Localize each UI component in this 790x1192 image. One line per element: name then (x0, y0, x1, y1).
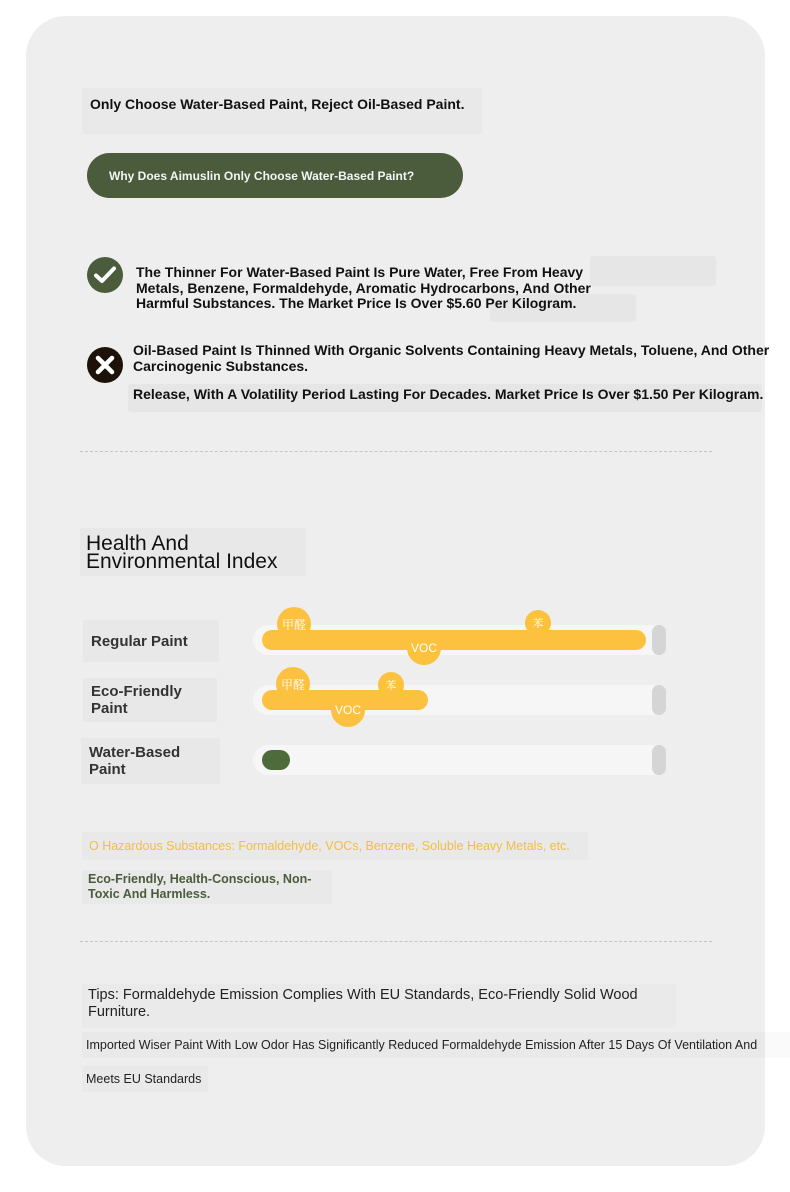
track-end-cap (652, 685, 666, 715)
track-end-cap (652, 745, 666, 775)
marker-voc: VOC (331, 693, 365, 727)
row-label-eco-friendly-paint: Eco-Friendly Paint (83, 678, 217, 722)
marker-benzene: 苯 (525, 610, 551, 636)
tips-body: Imported Wiser Paint With Low Odor Has Significantly Reduced Formaldehyde Emission After 15 Days Of Ventilation And (86, 1038, 758, 1052)
index-level-water-based-paint (262, 750, 290, 770)
why-water-based-button[interactable]: Why Does Aimuslin Only Choose Water-Based Paint? (87, 153, 463, 198)
oil-based-description: Oil-Based Paint Is Thinned With Organic Solvents Containing Heavy Metals, Toluene, And Other Carcinogenic Substances. (133, 342, 770, 374)
check-icon (87, 257, 123, 293)
water-based-description: The Thinner For Water-Based Paint Is Pure Water, Free From Heavy Metals, Benzene, Formaldehyde, Aromatic Hydrocarbons, And Other Harmful Substances. The Market Price Is Over $5.60 Per Kilogram. (136, 264, 591, 311)
row-label-water-based-paint: Water-Based Paint (81, 738, 220, 784)
row-label-regular-paint: Regular Paint (83, 620, 219, 662)
marker-benzene: 苯 (378, 672, 404, 698)
marker-formaldehyde: 甲醛 (277, 607, 311, 641)
tips-body-continued: Meets EU Standards (86, 1072, 202, 1086)
legend-eco-friendly: Eco-Friendly, Health-Conscious, Non-Toxic And Harmless. (88, 872, 312, 901)
index-section-title: Health And Environmental Index (80, 528, 306, 576)
oil-based-description-continued: Release, With A Volatility Period Lasting For Decades. Market Price Is Over $1.50 Per Kilogram. (133, 386, 764, 402)
marker-voc: VOC (407, 631, 441, 665)
cross-icon (87, 347, 123, 383)
index-level-regular-paint (262, 630, 646, 650)
decorative-bar (590, 256, 716, 286)
section-divider (80, 451, 712, 452)
tips-title: Tips: Formaldehyde Emission Complies With EU Standards, Eco-Friendly Solid Wood Furniture. (88, 987, 638, 1020)
page-headline: Only Choose Water-Based Paint, Reject Oil-Based Paint. (90, 96, 465, 112)
marker-formaldehyde: 甲醛 (276, 667, 310, 701)
legend-hazardous: O Hazardous Substances: Formaldehyde, VOCs, Benzene, Soluble Heavy Metals, etc. (89, 839, 570, 853)
section-divider (80, 941, 712, 942)
track-end-cap (652, 625, 666, 655)
index-track-water-based-paint (253, 745, 665, 775)
